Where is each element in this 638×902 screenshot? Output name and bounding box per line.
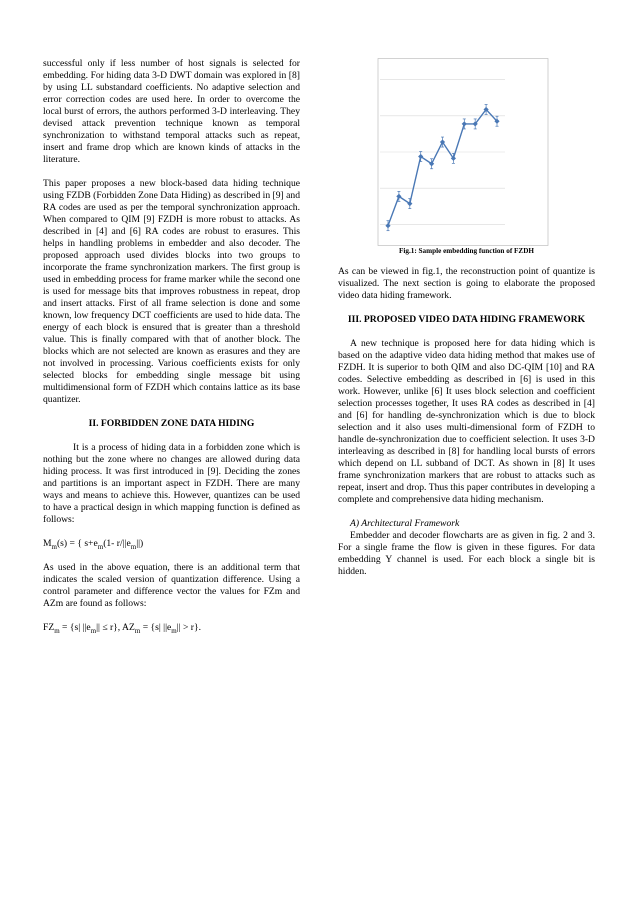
- left-column: [43, 58, 300, 634]
- figure-caption: Fig.1: Sample embedding function of FZDH: [399, 247, 534, 255]
- paragraph: This paper proposes a new block-based data hiding technique using FZDB (Forbidden Zone Data Hiding) as described in [9] and RA codes are used as per the temporal synchronization approach. When compared to QIM [9] FZDH is more robust to attacks. As described in [4] and [6] RA codes are robust to erasures. This helps in handling problems in embedder and also decoder. The proposed approach used divides blocks into two groups to incorporate the frame synchronization markers. The first group is used in embedding process for frame marker while the second one is used for message bits that improves robustness in repeat, drop and insert attacks. First of all frame selection is done and some known, low frequency DCT coefficients are used to hide data. The energy of each block is ensured that is greater than a threshold value. This is finally compared with that of another block. The blocks which are not selected are known as erasures and they are not involved in processing. Various coefficients exists for only selected blocks for embedding single message bit using multidimensional form of FZDH which contains lattice as its base quantizer.: [43, 178, 300, 405]
- paragraph: Embedder and decoder flowcharts are as given in fig. 2 and 3. For a single frame the flow is given in these figures. For data embedding Y channel is used. For each block a single bit is hidden.: [338, 530, 595, 577]
- paragraph: As used in the above equation, there is an additional term that indicates the scaled version of quantization difference. Using a control parameter and difference vector the values for FZm and AZm are found as follows:: [43, 562, 300, 609]
- subsection-heading: A) Architectural Framework: [350, 518, 460, 529]
- figure-1-chart: [338, 58, 595, 246]
- equation-zones: $FZ_m = \{s|$ $||e_m|| \le r$}, $AZ_m = \{s|$ $||e_m|| > r$}.: [43, 622, 201, 635]
- paragraph: It is a process of hiding data in a forbidden zone which is nothing but the zone where no changes are allowed during data hiding process. It was first introduced in [9]. Deciding the zones and partitions is an important aspect in FZDH. There are many ways and means to achieve this. However, quantizes can be used to have a practical design in which mapping function is defined as follows:: [43, 442, 300, 525]
- equation-mapping: $M_m(s)$ = { $s+e_m(1-$ $r/||e_m||$): [43, 538, 144, 551]
- section-heading: II. FORBIDDEN ZONE DATA HIDING: [88, 418, 255, 429]
- paragraph: As can be viewed in fig.1, the reconstruction point of quantize is visualized. The next section is going to elaborate the proposed video data hiding framework.: [338, 266, 595, 301]
- section-heading: III. PROPOSED VIDEO DATA HIDING FRAMEWORK: [347, 314, 586, 325]
- paragraph: A new technique is proposed here for data hiding which is based on the adaptive video data hiding method that makes use of FZDH. It is superior to both QIM and also DC-QIM [10] and RA codes. Selective embedding as described in [6] is used in this work. However, unlike [6] It uses block selection and coefficient selection processes together, It uses RA codes as described in [4] and [6] for handling de-synchronization which is due to block selection and it also uses multi-dimensional form of FZDH to handle de-synchronization due to coefficient selection. It uses 3-D interleaving as described in [8] for handling local bursts of errors which depend on LL subband of DCT. As shown in [8] It uses frame synchronization markers that are robust to attacks such as repeat, insert and drop. Thus this paper contributes in developing a complete and comprehensive data hiding mechanism.: [338, 338, 595, 505]
- line-chart: [338, 58, 595, 246]
- paragraph: successful only if less number of host signals is selected for embedding. For hiding data 3-D DWT domain was explored in [8] by using LL substandard coefficients. No adaptive selection and error correction codes are used here. In order to overcome the local burst of errors, the authors performed 3-D interleaving. They devised attack prevention technique known as temporal synchronization to withstand temporal attacks such as repeat, insert and frame drop which are known kinds of attacks in the literature.: [43, 58, 300, 165]
- right-column: [338, 58, 595, 578]
